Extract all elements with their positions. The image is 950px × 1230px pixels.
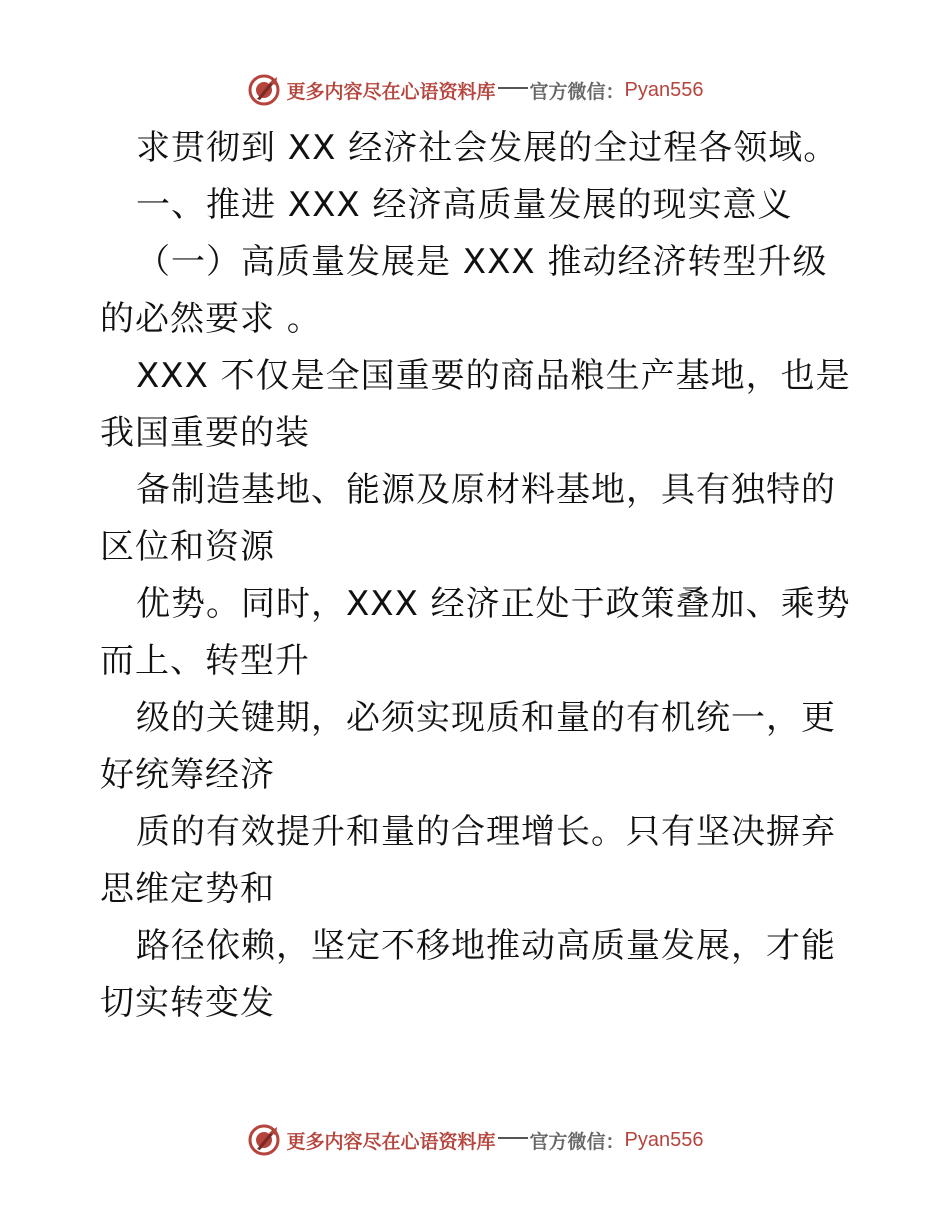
paragraph-4: 优势。同时，XXX 经济正处于政策叠加、乘势而上、转型升 bbox=[100, 584, 851, 681]
header-wechat-label: 官方微信： bbox=[529, 80, 625, 103]
footer-separator bbox=[498, 1137, 528, 1139]
footer-wechat-id: Pyan556 bbox=[624, 1128, 704, 1151]
header-site-text: 更多内容尽在心语资料库 bbox=[286, 80, 496, 103]
quill-logo-icon bbox=[247, 1123, 281, 1157]
paragraph-2: XXX 不仅是全国重要的商品粮生产基地，也是我国重要的装 bbox=[100, 356, 851, 453]
footer-wechat-label: 官方微信： bbox=[529, 1130, 625, 1153]
paragraph-3: 备制造基地、能源及原材料基地，具有独特的区位和资源 bbox=[100, 470, 836, 567]
quill-logo-icon bbox=[247, 73, 281, 107]
header-banner bbox=[0, 70, 950, 110]
header-separator bbox=[498, 87, 528, 89]
header-wechat-id: Pyan556 bbox=[624, 78, 704, 101]
footer-site-text: 更多内容尽在心语资料库 bbox=[286, 1130, 496, 1153]
paragraph-7: 路径依赖，坚定不移地推动高质量发展，才能切实转变发 bbox=[100, 926, 836, 1023]
footer-banner bbox=[0, 1120, 950, 1160]
paragraph-1: 求贯彻到 XX 经济社会发展的全过程各领域。 bbox=[136, 128, 839, 168]
paragraph-5: 级的关键期，必须实现质和量的有机统一，更好统筹经济 bbox=[100, 698, 836, 795]
section-heading-1: 一、推进 XXX 经济高质量发展的现实意义 bbox=[136, 185, 793, 225]
subsection-heading-1: （一）高质量发展是 XXX 推动经济转型升级的必然要求 。 bbox=[100, 242, 828, 339]
document-body bbox=[100, 120, 860, 1032]
paragraph-6: 质的有效提升和量的合理增长。只有坚决摒弃思维定势和 bbox=[100, 812, 836, 909]
